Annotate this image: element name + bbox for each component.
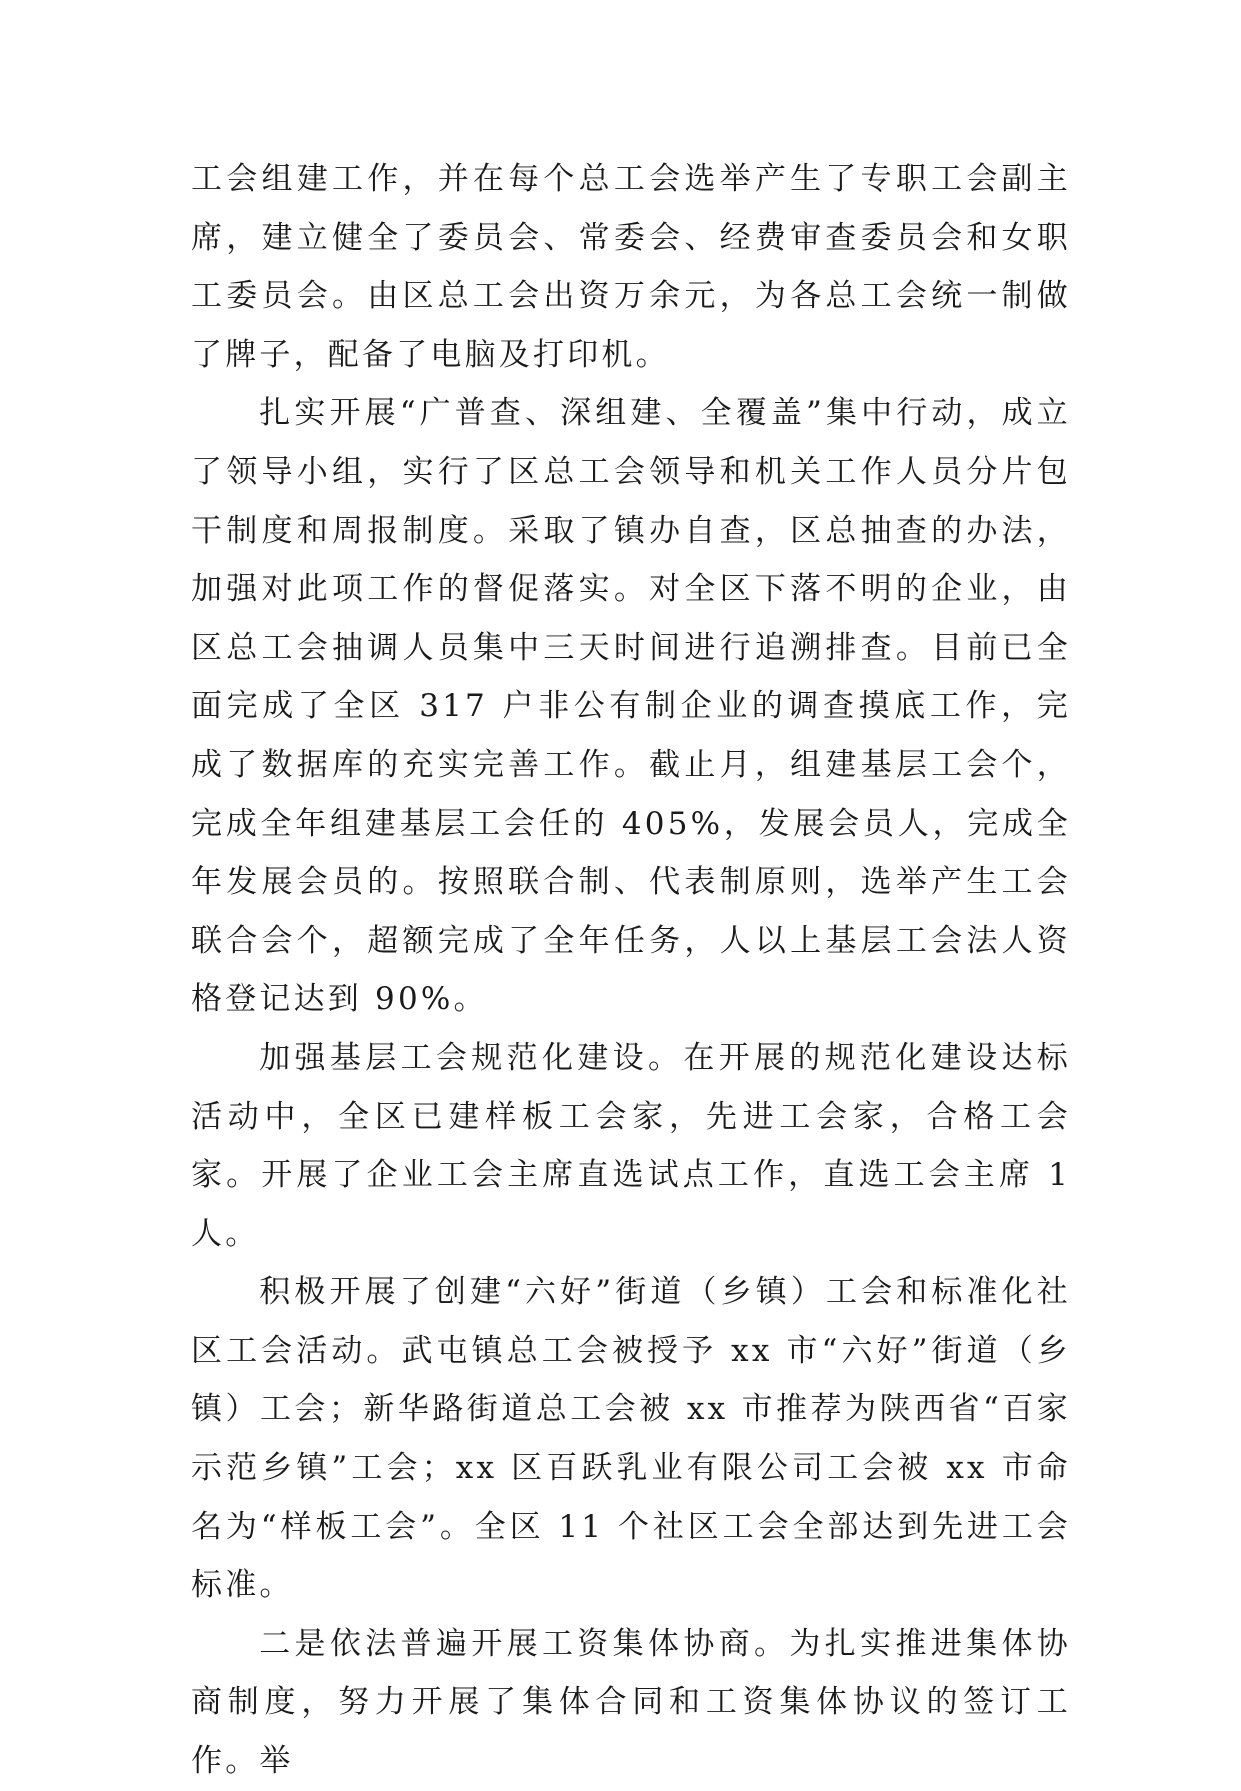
paragraph-5: 二是依法普遍开展工资集体协商。为扎实推进集体协商制度，努力开展了集体合同和工资集体协议的签订工作。举 (191, 1625, 1071, 1780)
document-body (191, 150, 1071, 1791)
paragraph-1: 工会组建工作，并在每个总工会选举产生了专职工会副主席，建立健全了委员会、常委会、经费审查委员会和女职工委员会。由区总工会出资万余元，为各总工会统一制做了牌子，配备了电脑及打印机。 (191, 161, 1071, 373)
paragraph-4: 积极开展了创建“六好”街道（乡镇）工会和标准化社区工会活动。武屯镇总工会被授予 xx 市“六好”街道（乡镇）工会；新华路街道总工会被 xx 市推荐为陕西省“百家示范乡镇”工会；xx 区百跃乳业有限公司工会被 xx 市命名为“样板工会”。全区 11 个社区工会全部达到先进工会标准。 (191, 1274, 1071, 1604)
paragraph-2: 扎实开展“广普查、深组建、全覆盖”集中行动，成立了领导小组，实行了区总工会领导和机关工作人员分片包干制度和周报制度。采取了镇办自查，区总抽查的办法，加强对此项工作的督促落实。对全区下落不明的企业，由区总工会抽调人员集中三天时间进行追溯排查。目前已全面完成了全区 317 户非公有制企业的调查摸底工作，完成了数据库的充实完善工作。截止月，组建基层工会个，完成全年组建基层工会任的 405%，发展会员人，完成全年发展会员的。按照联合制、代表制原则，选举产生工会联合会个，超额完成了全年任务，人以上基层工会法人资格登记达到 90%。 (191, 395, 1071, 1018)
paragraph-3: 加强基层工会规范化建设。在开展的规范化建设达标活动中，全区已建样板工会家，先进工会家，合格工会家。开展了企业工会主席直选试点工作，直选工会主席 1 人。 (191, 1039, 1071, 1252)
